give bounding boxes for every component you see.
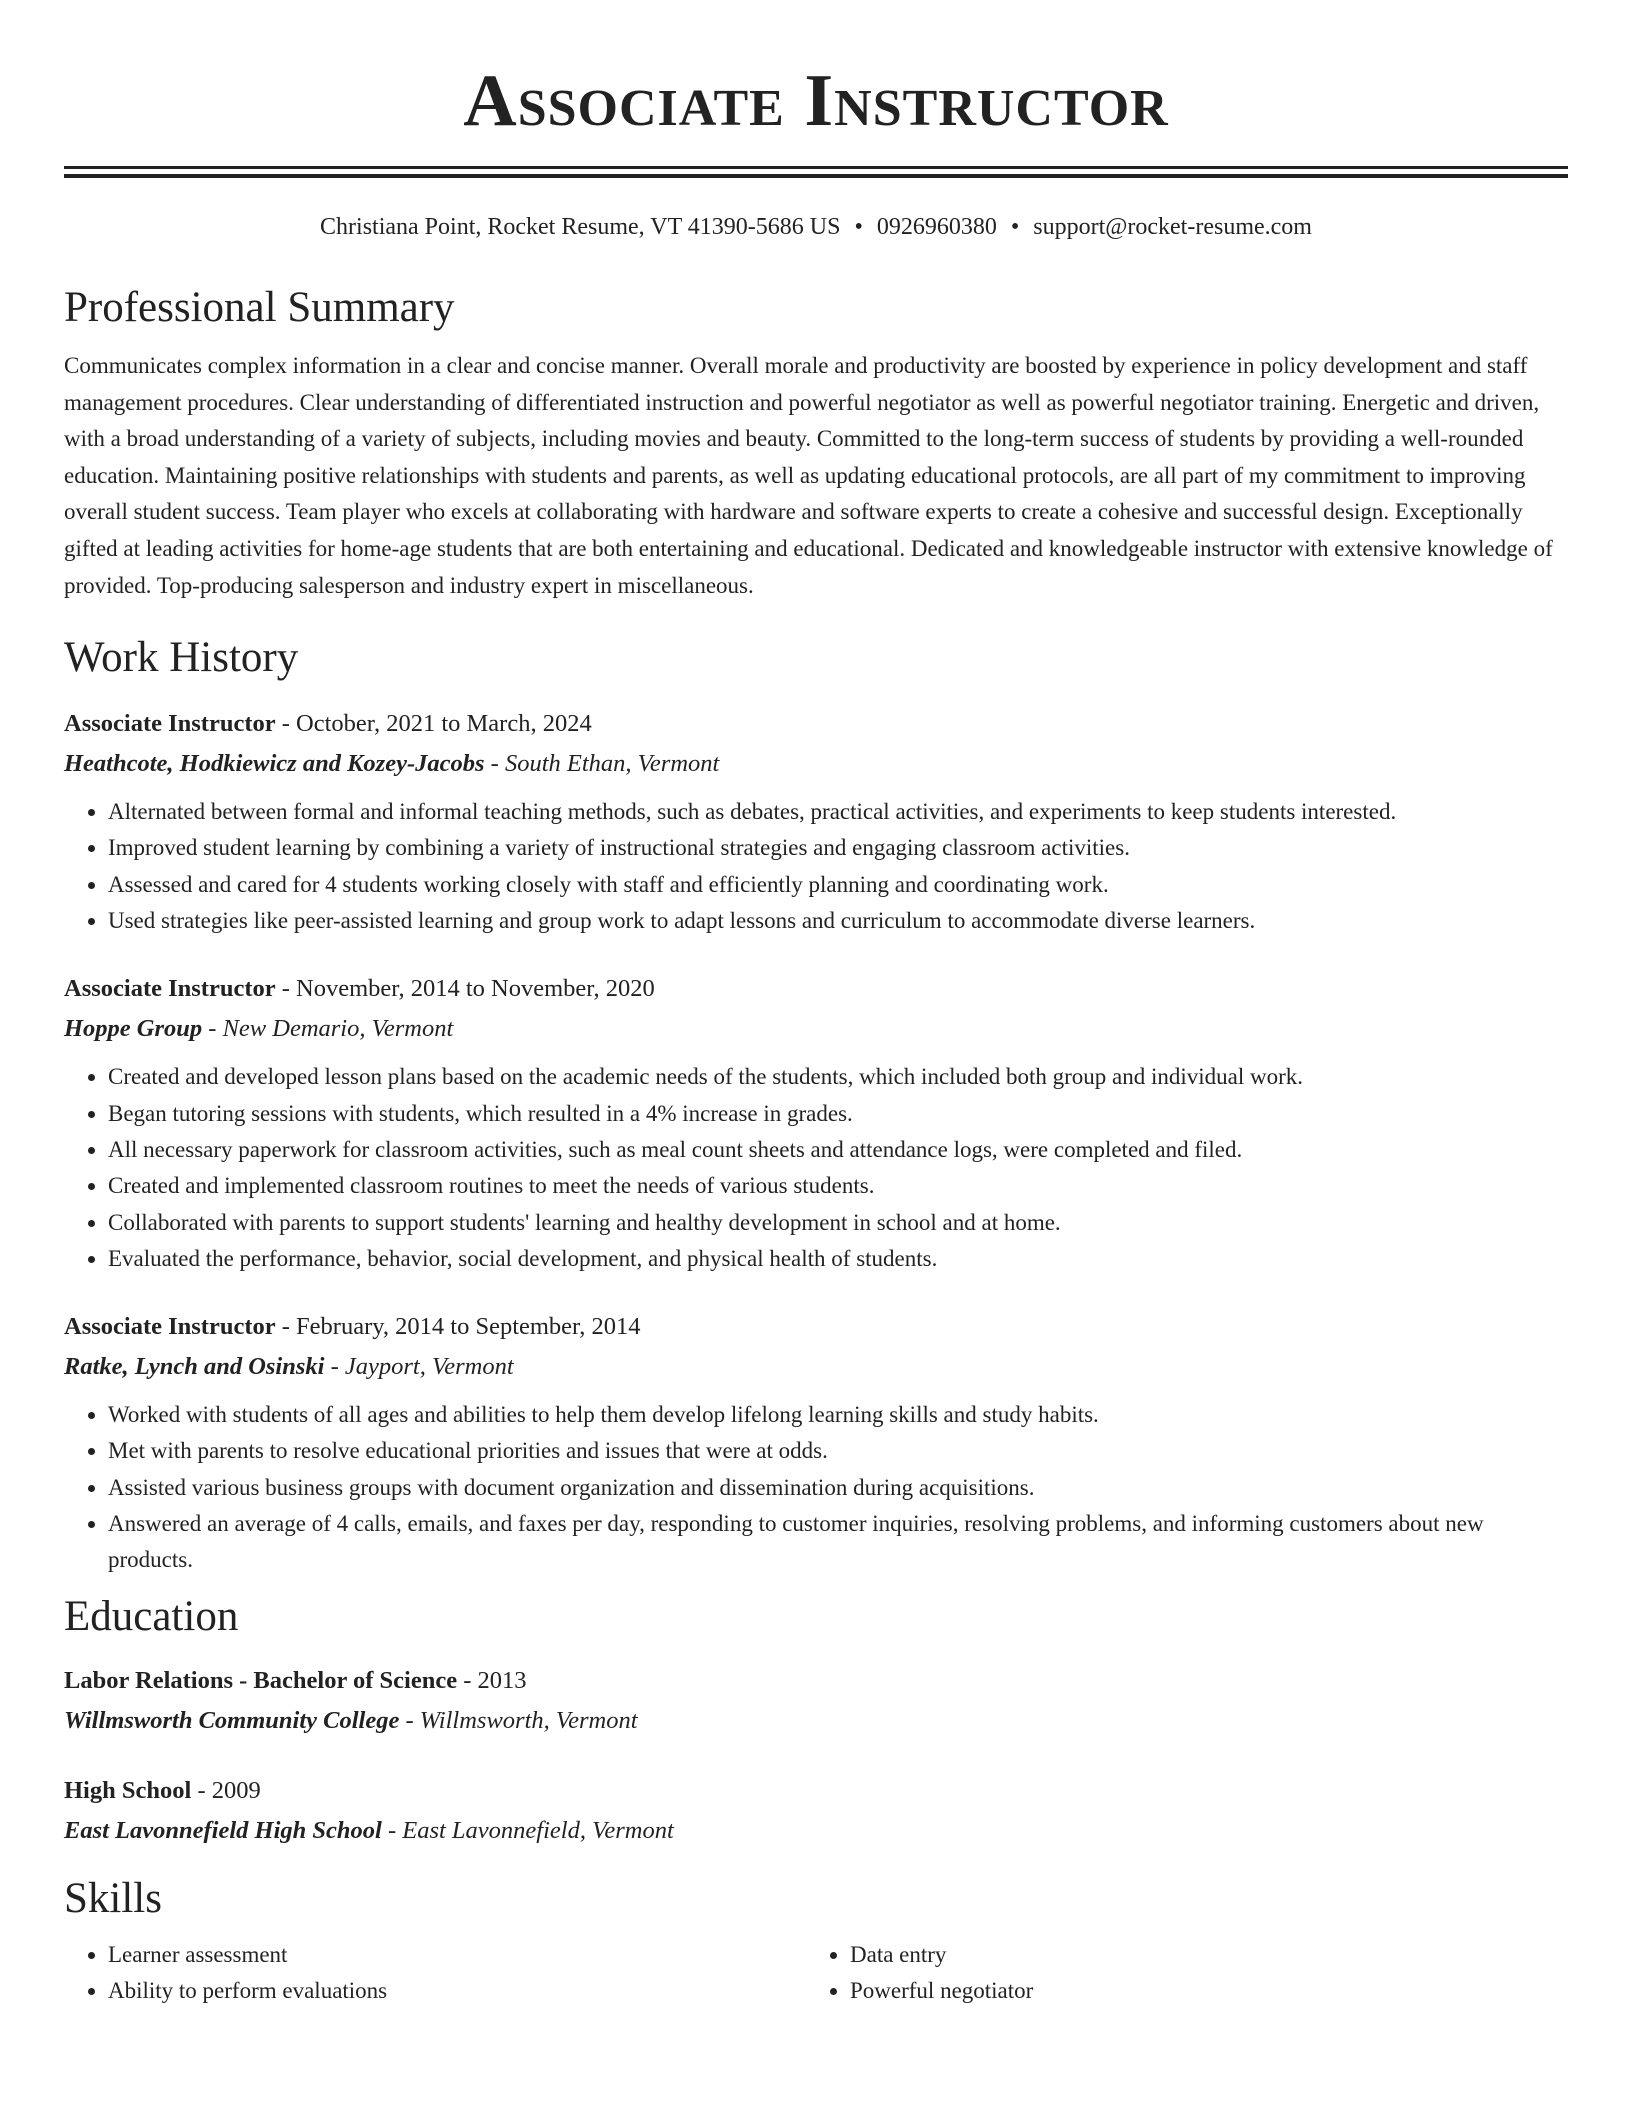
job-location: - New Demario, Vermont (202, 1015, 454, 1043)
job-bullet: • Improved student learning by combining a variety of instructional strategies and engaging classroom activities. (108, 830, 1568, 866)
contact-address: Christiana Point, Rocket Resume, VT 41390-5686 US (320, 214, 841, 240)
resume-page (64, 0, 1568, 2009)
contact-line (64, 212, 1568, 242)
job-dates: - November, 2014 to November, 2020 (275, 975, 655, 1003)
skill-item: • Learner assessment (108, 1937, 806, 1973)
job-location: - Jayport, Vermont (324, 1353, 514, 1381)
education-year: - 2009 (191, 1776, 261, 1804)
job-bullets (64, 1059, 1568, 1277)
summary-heading: Professional Summary (64, 284, 455, 331)
education-degree-line (64, 1771, 1568, 1811)
job-bullet: • Created and developed lesson plans based on the academic needs of the students, which included both group and individual work. (108, 1059, 1568, 1095)
job-company: Hoppe Group (64, 1015, 203, 1043)
job-title: Associate Instructor (64, 710, 276, 738)
contact-phone: 0926960380 (876, 214, 997, 240)
job-company-line (64, 1009, 1568, 1049)
header-rule-bottom (64, 174, 1568, 178)
work-history-heading: Work History (64, 634, 299, 682)
job-entry (64, 704, 1568, 939)
contact-separator: • (854, 214, 863, 240)
job-entry (64, 1307, 1568, 1578)
job-entry (64, 969, 1568, 1277)
job-company-line (64, 744, 1568, 784)
job-location: - South Ethan, Vermont (484, 750, 720, 778)
skill-item: • Ability to perform evaluations (108, 1973, 806, 2009)
job-bullet: • Met with parents to resolve educational priorities and issues that were at odds. (108, 1433, 1568, 1469)
education-degree: High School (64, 1776, 192, 1804)
education-location: - Willmsworth, Vermont (399, 1706, 638, 1734)
education-school: Willmsworth Community College (64, 1706, 400, 1734)
job-bullet: • Began tutoring sessions with students, which resulted in a 4% increase in grades. (108, 1096, 1568, 1132)
skills-column-left (64, 1937, 806, 2010)
skills-list (64, 1937, 1568, 2010)
job-bullet: • All necessary paperwork for classroom activities, such as meal count sheets and attendance logs, were completed and filed. (108, 1132, 1568, 1168)
job-bullet: • Answered an average of 4 calls, emails, and faxes per day, responding to customer inquiries, resolving problems, and informing customers about new products. (108, 1506, 1568, 1579)
education-degree-line (64, 1661, 1568, 1701)
job-title-line (64, 1307, 1568, 1347)
job-bullet: • Used strategies like peer-assisted learning and group work to adapt lessons and curriculum to accommodate diverse learners. (108, 903, 1568, 939)
skills-heading: Skills (64, 1874, 162, 1922)
job-bullet: • Evaluated the performance, behavior, social development, and physical health of students. (108, 1241, 1568, 1277)
header-rule-top (64, 166, 1568, 169)
education-school-line (64, 1701, 1568, 1741)
education-entry (64, 1771, 1568, 1851)
resume-name: Associate Instructor (463, 60, 1169, 142)
education-location: - East Lavonnefield, Vermont (381, 1816, 674, 1844)
job-title-line (64, 704, 1568, 744)
job-company: Heathcote, Hodkiewicz and Kozey-Jacobs (64, 750, 485, 778)
education-year: - 2013 (457, 1666, 527, 1694)
job-bullets (64, 1397, 1568, 1578)
job-bullet: • Assessed and cared for 4 students working closely with staff and efficiently planning and coordinating work. (108, 867, 1568, 903)
education-entry (64, 1661, 1568, 1741)
job-title-line (64, 969, 1568, 1009)
job-bullet: • Worked with students of all ages and abilities to help them develop lifelong learning skills and study habits. (108, 1397, 1568, 1433)
job-bullet: • Created and implemented classroom routines to meet the needs of various students. (108, 1168, 1568, 1204)
job-title: Associate Instructor (64, 1313, 276, 1341)
job-title: Associate Instructor (64, 975, 276, 1003)
job-bullets (64, 794, 1568, 939)
skill-item: • Powerful negotiator (850, 1973, 1548, 2009)
education-school-line (64, 1811, 1568, 1851)
job-bullet: • Assisted various business groups with document organization and dissemination during acquisitions. (108, 1470, 1568, 1506)
job-dates: - October, 2021 to March, 2024 (275, 710, 592, 738)
skills-column-right (806, 1937, 1548, 2010)
education-school: East Lavonnefield High School (64, 1816, 382, 1844)
job-company: Ratke, Lynch and Osinski (64, 1353, 325, 1381)
job-dates: - February, 2014 to September, 2014 (275, 1313, 641, 1341)
job-bullet: • Alternated between formal and informal teaching methods, such as debates, practical activities, and experiments to keep students interested. (108, 794, 1568, 830)
education-degree: Labor Relations - Bachelor of Science (64, 1666, 458, 1694)
job-company-line (64, 1347, 1568, 1387)
job-bullet: • Collaborated with parents to support students' learning and healthy development in school and at home. (108, 1205, 1568, 1241)
contact-email: support@rocket-resume.com (1033, 214, 1312, 240)
education-heading: Education (64, 1592, 239, 1640)
contact-separator: • (1010, 214, 1020, 240)
summary-text: Communicates complex information in a clear and concise manner. Overall morale and productivity are boosted by experience in policy development and staff management procedures. Clear understanding of differentiated instruction and powerful negotiator as well as powerful negotiator training. Energetic and driven, with a broad understanding of a variety of subjects, including movies and beauty. Committed to the long-term success of students by providing a well-rounded education. Maintaining positive relationships with students and parents, as well as updating educational protocols, are all part of my commitment to improving overall student success. Team player who excels at collaborating with hardware and software experts to create a cohesive and successful design. Exceptionally gifted at leading activities for home-age students that are both entertaining and educational. Dedicated and knowledgeable instructor with extensive knowledge of provided. Top-producing salesperson and industry expert in miscellaneous. (64, 353, 1553, 598)
skill-item: • Data entry (850, 1937, 1548, 1973)
